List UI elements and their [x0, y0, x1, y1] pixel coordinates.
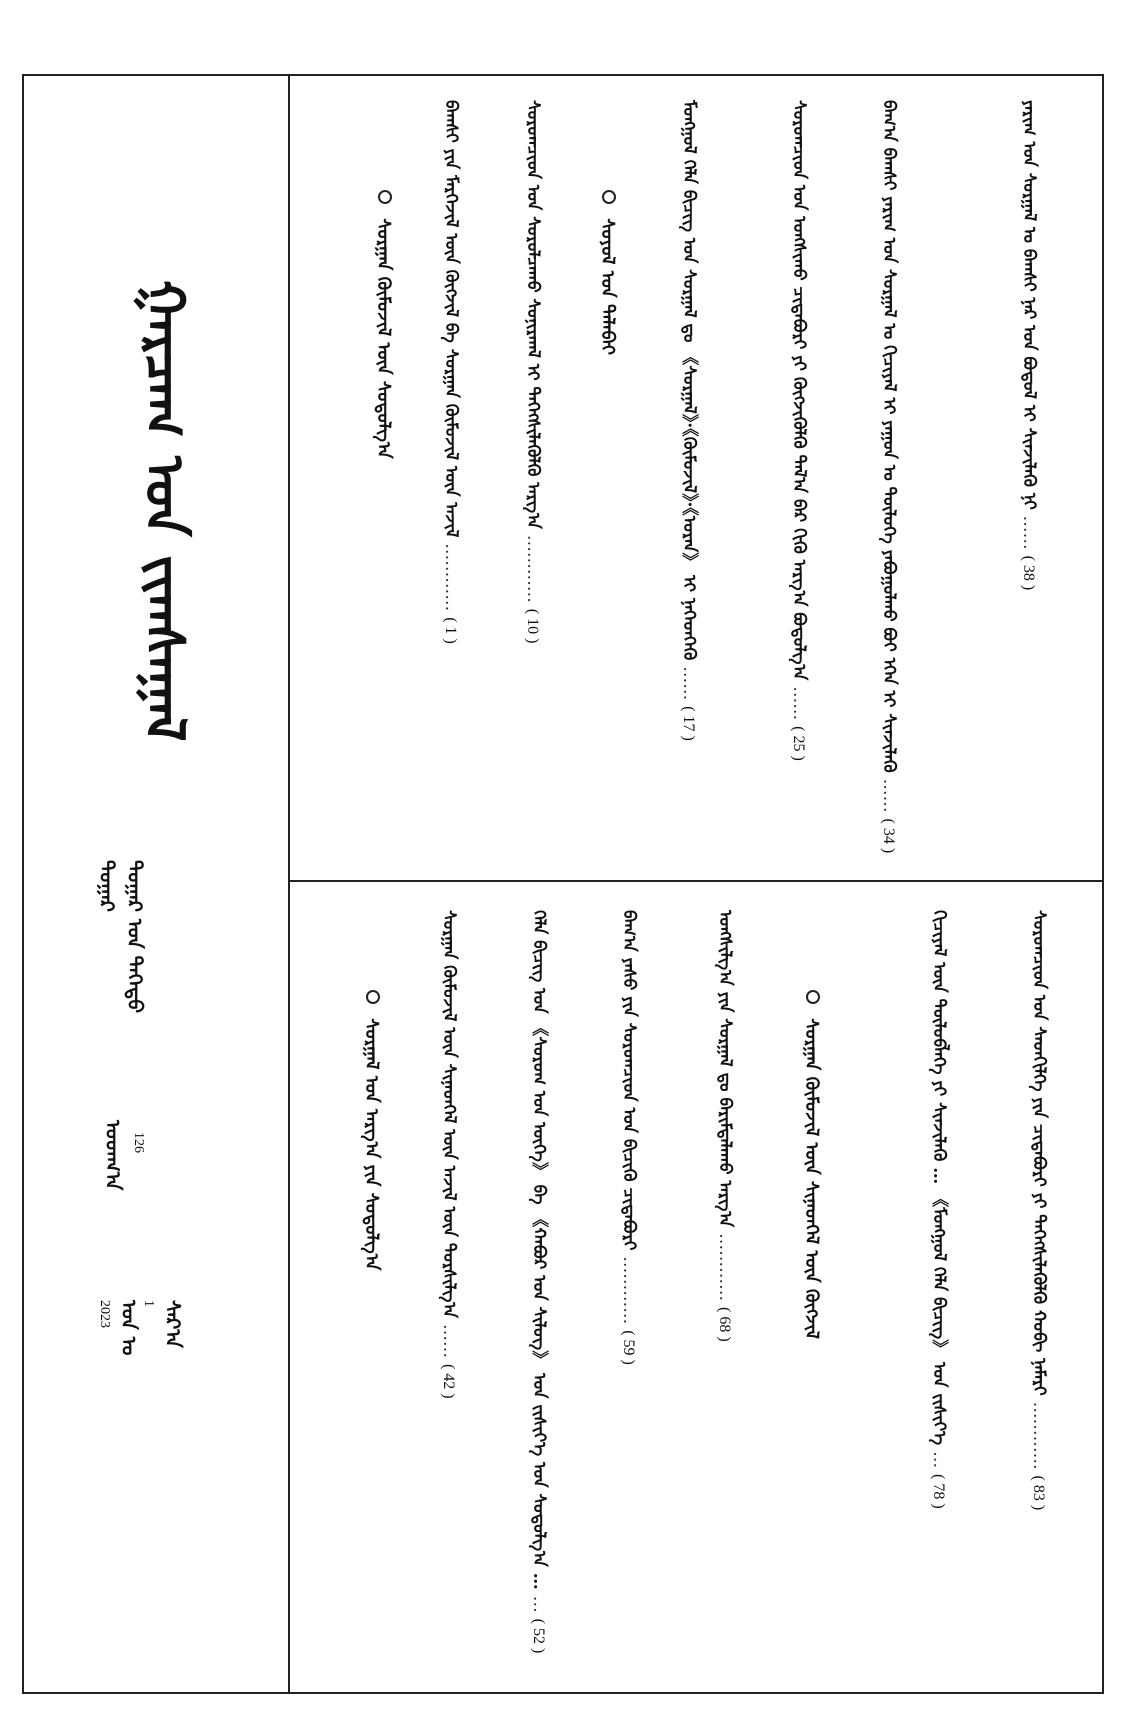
toc-entry[interactable]: ᠮᠣᠩᠭᠣᠯ ᠬᠡᠯᠡ ᠪᠢᠴᠢᠭ ᠤᠨ ᠰᠤᠷᠭᠠᠯ ᠳᠤ 《ᠰᠤᠷᠭᠠᠯ》·《ᠬᠦᠮᠦᠵᠢᠯ》·《ᠤᠷᠠᠨ》 ᠢ ᠨᠡᠭᠡᠳᠭᠡᠬᠦ …… ( 17 ) [679, 100, 699, 741]
leader-dots: … [529, 1595, 549, 1613]
page-number: ( 1 ) [442, 617, 459, 644]
issue-word: ᠳᠤᠭᠠᠷ [95, 860, 119, 912]
toc-entry[interactable]: ᠪᠠᠭ᠎ᠠ ᠪᠠᠭᠰᠢ ᠶᠠᠷᠢᠭ ᠤᠨ ᠰᠤᠷᠭᠠᠯ ᠤ ᠬᠢᠴᠢᠶᠡᠯ ᠢ ᠶᠠᠭᠤᠨ ᠤ ᠲᠥᠯᠥᠭᠡ ᠶᠠᠪᠤᠭᠤᠯᠬᠤ ᠪᠣᠢ ᠡᠭᠡᠨ ᠢ ᠰᠢᠨᠵᠢᠯᠡᠬᠦ …… ( 34 ) [879, 100, 899, 854]
bullet-circle-icon [602, 190, 616, 204]
page-number: ( 17 ) [680, 706, 697, 741]
page-number: ( 34 ) [880, 818, 897, 854]
page-number: ( 68 ) [716, 1306, 733, 1342]
leader-dots: ………… [523, 534, 543, 603]
section-heading: ᠰᠣᠶᠣᠯ ᠤᠨ ᠲᠠᠯᠠᠪᠠᠢ [596, 190, 627, 355]
issue-label: ᠳᠤᠭᠠᠷ ᠤᠨ ᠳᠡᠭᠡᠳᠦ [123, 860, 147, 1014]
toc-entry[interactable]: ᠪᠠᠭᠰᠢ ᠶᠢᠨ ᠮᠡᠷᠭᠡᠵᠢᠯ ᠦᠨ ᠬᠥᠭᠵᠢᠯ ᠪᠠ ᠰᠤᠷᠭᠠᠨ ᠬᠦᠮᠦᠵᠢᠯ ᠦᠨ ᠠᠵᠢᠯ ………… ( 1 ) [441, 100, 461, 644]
issue-number: 126 [131, 1132, 146, 1153]
panel-divider [288, 880, 1104, 882]
page-number: ( 10 ) [524, 608, 541, 644]
section-heading: ᠰᠤᠷᠭᠠᠨ ᠬᠦᠮᠦᠵᠢᠯ ᠦᠨ ᠰᠢᠨᠡᠳᠬᠡᠯ ᠦᠨ ᠬᠥᠭᠵᠢᠯ [800, 990, 831, 1339]
leader-dots: …… [789, 686, 809, 721]
journal-title: ᠭᠠᠷᠴᠠᠭ ᠤᠨ ᠵᠢᠭᠰᠠᠭᠠᠯ [133, 280, 197, 742]
leader-dots: …… [439, 1324, 459, 1359]
toc-entry[interactable]: ᠰᠤᠷᠭᠠᠨ ᠬᠦᠮᠦᠵᠢᠯ ᠦᠨ ᠰᠢᠨᠡᠳᠬᠡᠯ ᠦᠨ ᠠᠵᠢᠯ ᠦᠨ ᠲᠤᠷᠱᠢᠯᠭ᠎ᠠ …… ( 42 ) [439, 910, 459, 1399]
leader-dots: ………… [715, 1233, 735, 1302]
month-label: ᠰᠠᠷ᠎ᠠ [161, 1300, 185, 1348]
page-number: ( 42 ) [440, 1363, 457, 1399]
page-number: ( 38 ) [1020, 555, 1037, 591]
column-divider [288, 74, 290, 1694]
leader-dots: …… [1019, 515, 1039, 550]
toc-entry[interactable]: ᠰᠤᠷᠤᠭᠴᠢᠳ ᠤᠨ ᠰᠤᠷᠤᠯᠴᠠᠬᠤ ᠰᠣᠨᠢᠷᠬᠠᠯ ᠢ ᠳᠡᠭᠡᠭᠰᠢᠯᠡᠭᠦᠯᠬᠦ ᠠᠷᠭ᠎ᠠ ………… ( 10 ) [523, 100, 543, 644]
leader-dots: ………… [619, 1256, 639, 1325]
toc-entry[interactable]: ᠰᠤᠷᠤᠭᠴᠢᠳ ᠤᠨ ᠤᠩᠰᠢᠬᠤ ᠴᠢᠳᠠᠪᠤᠷᠢ ᠶᠢ ᠬᠥᠭᠵᠢᠭᠦᠯᠬᠦ ᠲᠠᠯ᠎ᠠ ᠪᠠᠷ ᠬᠢᠬᠦ ᠠᠷᠭ᠎ᠠ ᠪᠣᠳᠤᠯᠭ᠎ᠠ …… ( 25 ) [789, 100, 809, 761]
year-label: ᠣᠨ ᠤ [117, 1300, 141, 1356]
leader-dots: ………… [1029, 1401, 1049, 1470]
bullet-circle-icon [366, 990, 380, 1004]
section-heading: ᠰᠤᠷᠭᠠᠨ ᠬᠦᠮᠦᠵᠢᠯ ᠦᠨ ᠰᠤᠳᠤᠯᠭ᠎ᠠ [372, 190, 403, 459]
toc-entry[interactable]: ᠬᠡᠯᠡ ᠪᠢᠴᠢᠭ ᠤᠨ 《ᠰᠤᠷᠤᠭ ᠤᠨ ᠦᠭᠡ》 ᠪᠠ 《ᠬᠠᠪᠤᠷ ᠤᠨ ᠰᠢᠯᠦᠭ》 ᠤᠨ ᠵᠢᠱᠢᠶ᠎ᠡ ᠤᠨ ᠰᠤᠳᠤᠯᠭ᠎ᠠ … … ( 52 ) [529, 910, 549, 1654]
toc-entry[interactable]: ᠪᠠᠭ᠎ᠠ ᠶᠠᠰᠤ ᠶᠢᠨ ᠰᠤᠷᠤᠭᠴᠢᠳ ᠤᠨ ᠪᠢᠴᠢᠬᠦ ᠴᠢᠳᠠᠪᠤᠷᠢ ………… ( 59 ) [619, 910, 639, 1365]
page-number: ( 59 ) [620, 1330, 637, 1365]
year: 2023 [97, 1300, 112, 1328]
period-label: ᠤᠳᠬ᠎ᠠ [101, 1120, 125, 1191]
month-number: 1 [141, 1300, 156, 1307]
page-number: ( 83 ) [1030, 1475, 1047, 1511]
bullet-circle-icon [806, 990, 820, 1004]
toc-entry[interactable]: ᠤᠩᠰᠢᠯᠭ᠎ᠠ ᠶᠢᠨ ᠰᠤᠷᠭᠠᠯ ᠳᠤ ᠪᠠᠷᠢᠮᠲᠠᠯᠠᠬᠤ ᠠᠷᠭ᠎ᠠ ………… ( 68 ) [715, 910, 735, 1342]
toc-entry[interactable]: ᠰᠤᠷᠤᠭᠴᠢᠳ ᠤᠨ ᠰᠡᠳᠬᠢᠯᠭᠡ ᠶᠢᠨ ᠴᠢᠳᠠᠪᠤᠷᠢ ᠶᠢ ᠳᠡᠭᠡᠭᠰᠢᠯᠡᠭᠦᠯᠬᠦ ᠬᠤᠪᠢ ᠨᠡᠮᠡᠷᠢ ………… ( 83 ) [1029, 910, 1049, 1511]
leader-dots: …… [879, 778, 899, 813]
bullet-circle-icon [378, 190, 392, 204]
page-number: ( 78 ) [930, 1474, 947, 1509]
page-number: ( 25 ) [790, 726, 807, 761]
leader-dots: …… [679, 666, 699, 701]
section-heading: ᠰᠤᠷᠭᠠᠯ ᠤᠨ ᠠᠷᠭ᠎ᠠ ᠶᠢᠨ ᠰᠤᠳᠤᠯᠭ᠎ᠠ [360, 990, 391, 1270]
leader-dots: … [929, 1451, 949, 1469]
leader-dots: ………… [441, 543, 461, 612]
page-number: ( 52 ) [530, 1618, 547, 1654]
toc-entry[interactable]: ᠶᠠᠷᠢᠭ ᠤᠨ ᠰᠤᠷᠭᠠᠯ ᠤ ᠪᠠᠭᠰᠢ ᠨᠠᠷ ᠤᠨ ᠪᠣᠳᠤᠯ ᠢ ᠰᠢᠨᠵᠢᠯᠡᠭᠦ ᠨᠢ …… ( 38 ) [1019, 100, 1039, 591]
toc-entry[interactable]: ᠬᠢᠴᠢᠶᠡᠯ ᠦᠨ ᠲᠥᠯᠥᠪᠯᠡᠭᠡ ᠶᠢ ᠰᠢᠨᠵᠢᠯᠡᠬᠦ … 《ᠮᠣᠩᠭᠣᠯ ᠬᠡᠯᠡ ᠪᠢᠴᠢᠭ》 ᠤᠨ ᠵᠢᠱᠢᠶ᠎ᠡ … ( 78 ) [929, 910, 949, 1509]
